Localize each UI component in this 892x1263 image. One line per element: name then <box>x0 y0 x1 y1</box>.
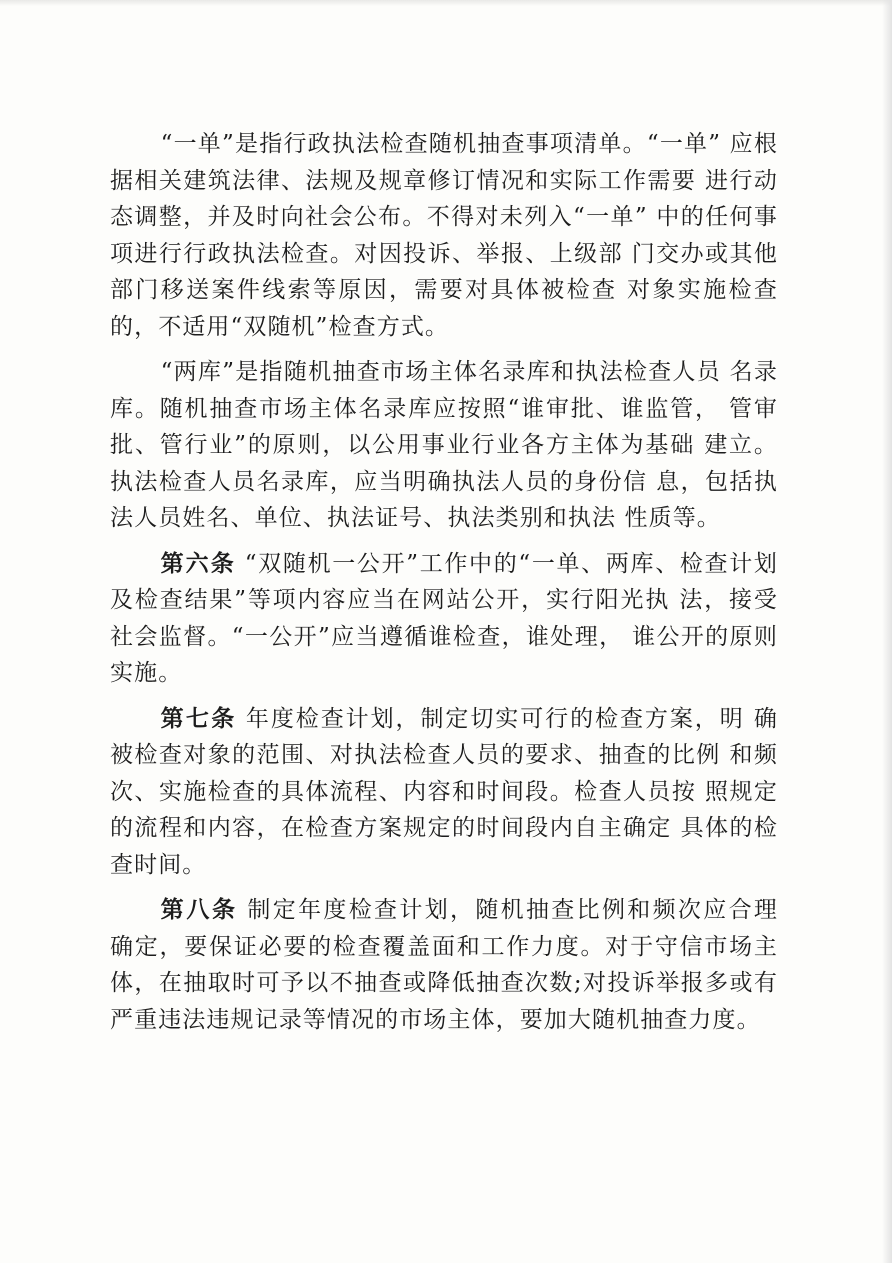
article-number: 第八条 <box>160 896 238 923</box>
article-number: 第六条 <box>160 549 236 577</box>
article-7 <box>110 701 778 884</box>
scan-edge-right <box>882 0 892 1263</box>
article-number: 第七条 <box>160 704 237 732</box>
paragraph-yidan <box>110 126 778 345</box>
scan-edge-top <box>0 0 892 6</box>
paragraph-text: “两库”是指随机抽查市场主体名录库和执法检查人员 名录库。随机抽查市场主体名录库应按照“谁审批、谁监管， 管审批、管行业”的原则，以公用事业行业各方主体为基础 建立。执法检查人员名录库，应当明确执法人员的身份信 息，包括执法人员姓名、单位、执法证号、执法类别和执法 性质等。 <box>110 359 778 531</box>
paragraph-text: “一单”是指行政执法检查随机抽查事项清单。“一单” 应根据相关建筑法律、法规及规章修订情况和实际工作需要 进行动态调整，并及时向社会公布。不得对未列入“一单” 中的任何事项进行行政执法检查。对因投诉、举报、上级部 门交办或其他部门移送案件线索等原因，需要对具体被检查 对象实施检查的，不适用“双随机”检查方式。 <box>110 131 778 340</box>
article-8 <box>110 892 778 1038</box>
paragraph-liangku <box>110 354 778 537</box>
paragraph-text: “双随机一公开”工作中的“一单、两库、检查计划及检查结果”等项内容应当在网站公开，实行阳光执 法，接受社会监督。“一公开”应当遵循谁检查，谁处理， 谁公开的原则实施。 <box>110 550 779 686</box>
paragraph-text: 制定年度检查计划，随机抽查比例和频次应合理 确定，要保证必要的检查覆盖面和工作力度。对于守信市场主体，在抽取时可予以不抽查或降低抽查次数;对投诉举报多或有严重违法违规记录等情况的市场主体，要加大随机抽查力度。 <box>110 897 779 1033</box>
article-6 <box>110 546 778 692</box>
paragraph-text: 年度检查计划，制定切实可行的检查方案，明 确被检查对象的范围、对执法检查人员的要求、抽查的比例 和频次、实施检查的具体流程、内容和时间段。检查人员按 照规定的流程和内容，在检查方案规定的时间段内自主确定 具体的检查时间。 <box>110 705 779 878</box>
document-body <box>110 126 778 1038</box>
